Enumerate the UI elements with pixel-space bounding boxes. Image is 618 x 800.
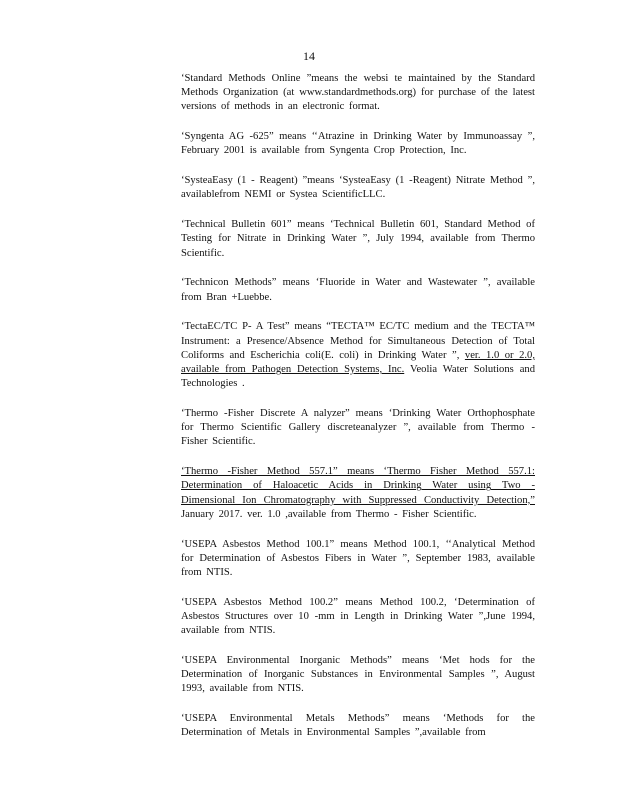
definition-paragraph <box>181 276 535 304</box>
definitions-list <box>181 72 535 756</box>
definition-paragraph <box>181 218 535 261</box>
definition-paragraph <box>181 174 535 202</box>
definition-paragraph <box>181 130 535 158</box>
paragraph-text: ‘Thermo -Fisher Discrete A nalyzer” means ‘Drinking Water Orthophosphate for Thermo Scientific Gallery discreteanalyzer ”, available from Thermo -Fisher Scientific. <box>181 408 535 448</box>
paragraph-text: Veolia Water Solutions and Technologies . <box>181 364 535 390</box>
definition-paragraph <box>181 712 535 740</box>
paragraph-text: ‘USEPA Asbestos Method 100.1” means Method 100.1, ‘‘Analytical Method for Determination of Asbestos Fibers in Water ”, September 1983, available from NTIS. <box>181 538 535 579</box>
definition-paragraph <box>181 596 535 639</box>
paragraph-text: January 2017. ver. 1.0 ,available from Thermo - Fisher Scientific. <box>181 508 477 520</box>
paragraph-text: ‘Technical Bulletin 601” means ‘Technical Bulletin 601, Standard Method of Testing for Nitrate in Drinking Water ”, July 1994, available from Thermo Scientific. <box>181 219 535 259</box>
definition-paragraph <box>181 538 535 581</box>
paragraph-text: ‘TectaEC/TC P- A Test” means “TECTA™ EC/TC medium and the TECTA™ Instrument: a Presence/Absence Method for Simultaneous Detection of Total Coliforms and Escherichia coli(E. coli) in Drinking Water ”, <box>181 321 535 361</box>
definition-paragraph <box>181 465 535 522</box>
paragraph-text: ‘USEPA Asbestos Method 100.2” means Method 100.2, ‘Determination of Asbestos Structures over 10 -mm in Length in Drinking Water ”,June 1994, available from NTIS. <box>181 596 535 637</box>
paragraph-text: ‘USEPA Environmental Metals Methods” means ‘Methods for the Determination of Metals in Environmental Samples ”,available from <box>181 713 535 739</box>
definition-paragraph <box>181 407 535 450</box>
paragraph-text: ‘Technicon Methods” means ‘Fluoride in Water and Wastewater ”, available from Bran +Luebbe. <box>181 277 535 303</box>
paragraph-text: ‘USEPA Environmental Inorganic Methods” means ‘Met hods for the Determination of Inorganic Substances in Environmental Samples ”, August 1993, available from NTIS. <box>181 655 535 695</box>
paragraph-text: ‘Standard Methods Online ”means the websi te maintained by the Standard Methods Organization (at www.standardmethods.org) for purchase of the latest versions of methods in an electronic format. <box>181 73 535 113</box>
definition-paragraph <box>181 320 535 391</box>
page-number: 14 <box>303 49 315 63</box>
definition-paragraph <box>181 654 535 697</box>
paragraph-text: ‘Syngenta AG -625” means ‘‘Atrazine in Drinking Water by Immunoassay ”, February 2001 is available from Syngenta Crop Protection, Inc. <box>181 131 535 157</box>
definition-paragraph <box>181 72 535 115</box>
underlined-text: ‘Thermo -Fisher Method 557.1” means ‘Thermo Fisher Method 557.1: Determination of Haloacetic Acids in Drinking Water using Two - Dimensional Ion Chromatography with Suppressed Conductivity Detection,” <box>181 466 535 506</box>
underlined-text: ver. 1.0 or 2.0, available from Pathogen Detection Systems, Inc. <box>181 349 535 376</box>
paragraph-text: ‘SysteaEasy (1 - Reagent) ”means ‘SysteaEasy (1 -Reagent) Nitrate Method ”, availablefrom NEMI or Systea ScientificLLC. <box>181 175 535 201</box>
